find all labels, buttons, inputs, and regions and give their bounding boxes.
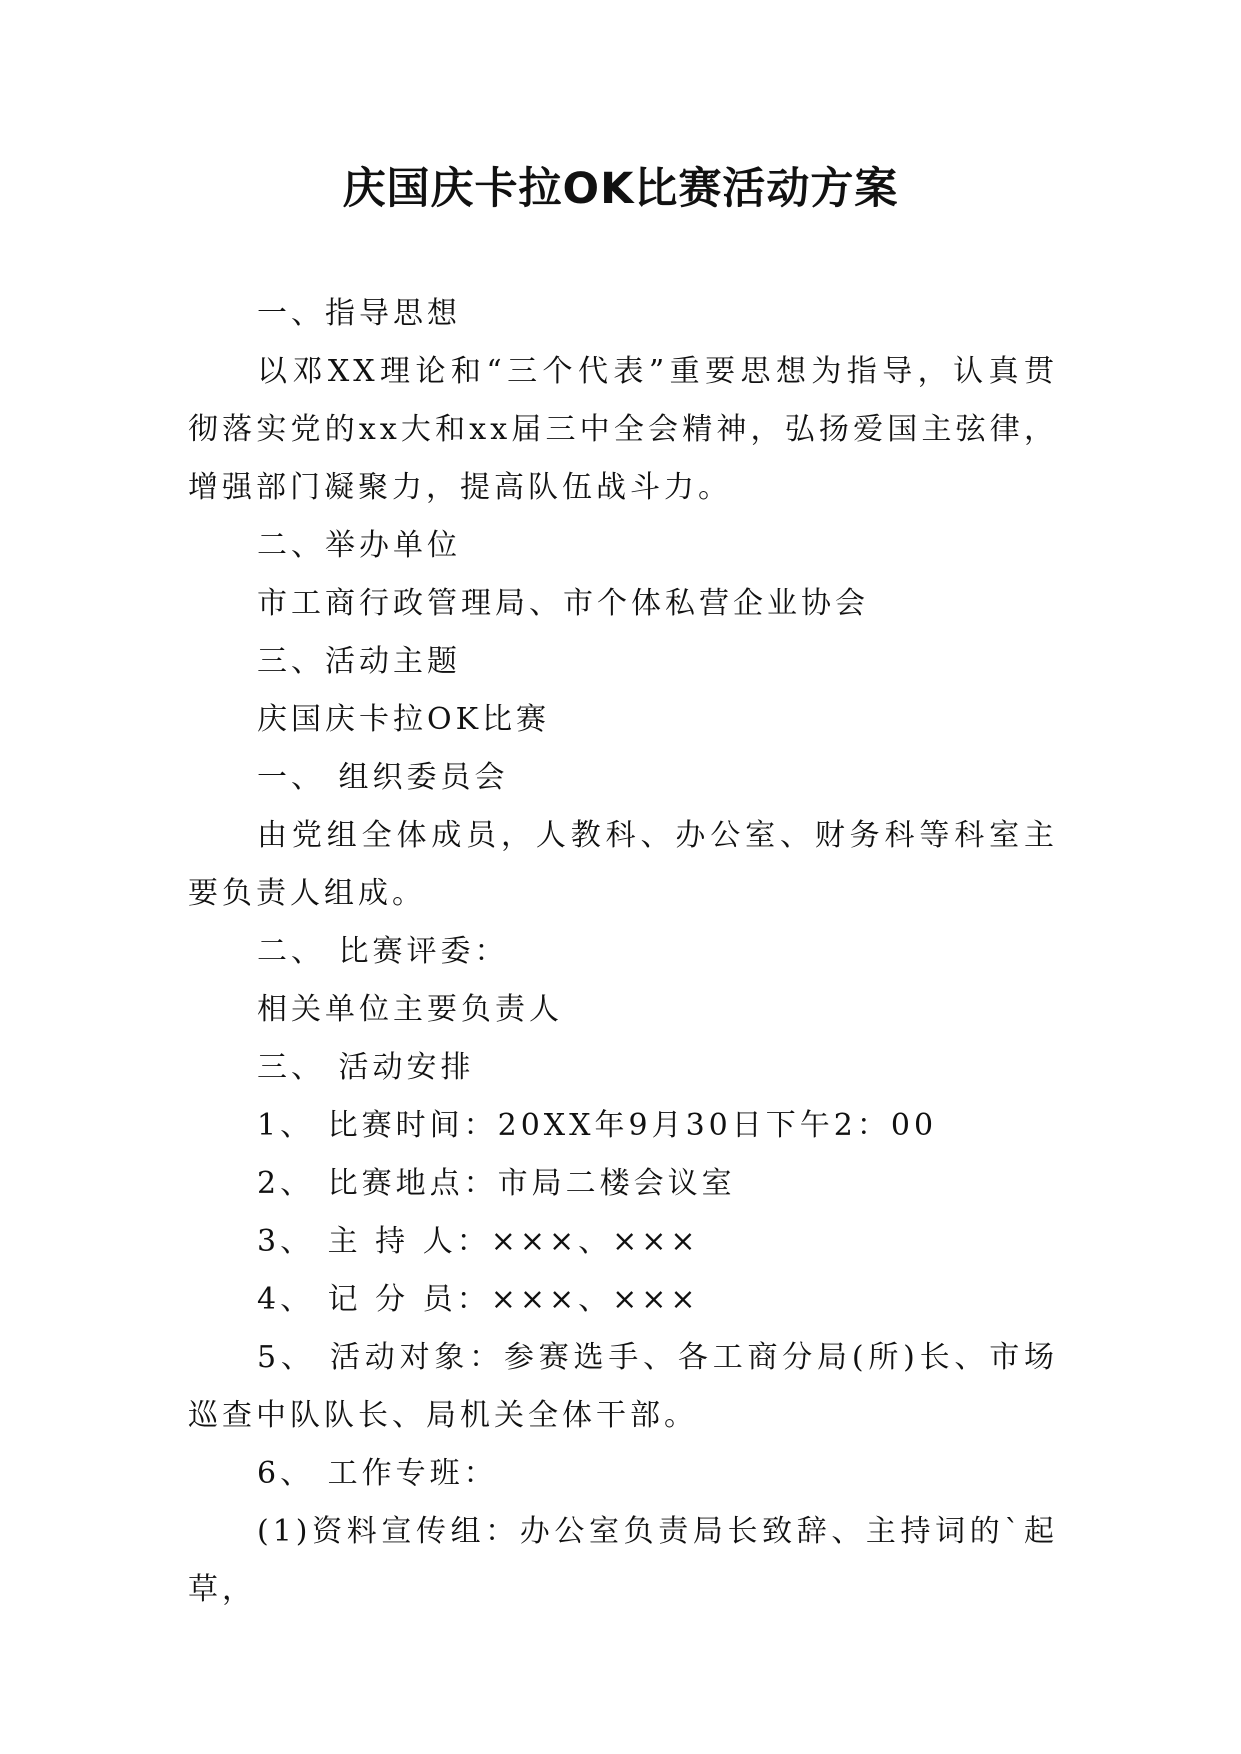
document-title: 庆国庆卡拉OK比赛活动方案	[342, 164, 899, 214]
list-item-host: 3、 主 持 人：×××、×××	[257, 1224, 700, 1259]
paragraph-theme: 庆国庆卡拉OK比赛	[257, 702, 551, 737]
heading-organizer: 二、举办单位	[257, 528, 461, 563]
list-item-audience: 5、 活动对象：参赛选手、各工商分局(所)长、市场巡查中队队长、局机关全体干部。	[188, 1340, 1058, 1433]
list-item-scorer: 4、 记 分 员：×××、×××	[257, 1282, 700, 1317]
heading-theme: 三、活动主题	[257, 644, 461, 679]
heading-guiding-thought: 一、指导思想	[257, 296, 461, 331]
paragraph-committee: 由党组全体成员，人教科、办公室、财务科等科室主要负责人组成。	[188, 818, 1058, 911]
list-item-publicity-group: (1)资料宣传组：办公室负责局长致辞、主持词的`起草，	[188, 1514, 1058, 1607]
list-item-location: 2、 比赛地点：市局二楼会议室	[257, 1166, 736, 1201]
heading-judges: 二、 比赛评委：	[257, 934, 509, 969]
document-body	[188, 285, 1058, 1619]
paragraph-organizer: 市工商行政管理局、市个体私营企业协会	[257, 586, 869, 621]
paragraph-judges: 相关单位主要负责人	[257, 992, 563, 1027]
list-item-work-team: 6、 工作专班：	[257, 1456, 498, 1491]
heading-committee: 一、 组织委员会	[257, 760, 509, 795]
paragraph-guiding-thought: 以邓XX理论和“三个代表”重要思想为指导，认真贯彻落实党的xx大和xx届三中全会精神，弘扬爱国主弦律，增强部门凝聚力，提高队伍战斗力。	[188, 354, 1058, 505]
heading-arrangement: 三、 活动安排	[257, 1050, 475, 1085]
list-item-time: 1、 比赛时间：20XX年9月30日下午2：00	[257, 1108, 938, 1143]
